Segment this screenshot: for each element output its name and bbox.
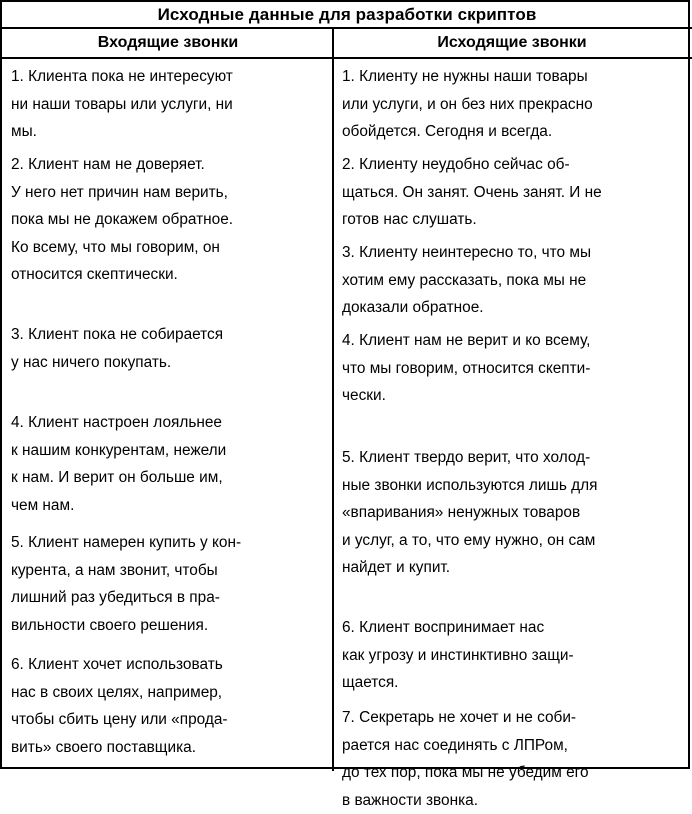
incoming-call-item-line: курента, а нам звонит, чтобы: [4, 557, 332, 585]
incoming-call-item-line: 3. Клиент пока не собирается: [4, 321, 332, 349]
incoming-call-item-line: у нас ничего покупать.: [4, 349, 332, 377]
incoming-call-item-line: чтобы сбить цену или «прода-: [4, 706, 332, 734]
incoming-call-item-line: 6. Клиент хочет использовать: [4, 651, 332, 679]
outgoing-call-item-line: рается нас соединять с ЛПРом,: [334, 732, 690, 760]
outgoing-call-item-line: «впаривания» ненужных товаров: [334, 499, 690, 527]
incoming-call-item-line: вильности своего решения.: [4, 612, 332, 640]
outgoing-call-item-line: ные звонки используются лишь для: [334, 472, 690, 500]
column-header-incoming-label: Входящие звонки: [98, 34, 238, 52]
incoming-call-item: [4, 63, 332, 146]
outgoing-call-item-line: щается.: [334, 669, 690, 697]
incoming-call-item-line: мы.: [4, 118, 332, 146]
outgoing-call-item-line: обойдется. Сегодня и всегда.: [334, 118, 690, 146]
incoming-call-item-line: пока мы не докажем обратное.: [4, 206, 332, 234]
outgoing-call-item: [334, 704, 690, 814]
incoming-call-item: [4, 651, 332, 761]
outgoing-call-item: [334, 614, 690, 697]
incoming-call-item-line: У него нет причин нам верить,: [4, 179, 332, 207]
outgoing-call-item-line: чески.: [334, 382, 690, 410]
incoming-call-item-line: лишний раз убедиться в пра-: [4, 584, 332, 612]
outgoing-call-item-line: доказали обратное.: [334, 294, 690, 322]
incoming-call-item-line: 2. Клиент нам не доверяет.: [4, 151, 332, 179]
outgoing-call-item-line: 6. Клиент воспринимает нас: [334, 614, 690, 642]
outgoing-call-item-line: найдет и купит.: [334, 554, 690, 582]
outgoing-call-item-line: 5. Клиент твердо верит, что холод-: [334, 444, 690, 472]
outgoing-call-item-line: 3. Клиенту неинтересно то, что мы: [334, 239, 690, 267]
outgoing-call-item-line: или услуги, и он без них прекрасно: [334, 91, 690, 119]
incoming-call-item-line: 5. Клиент намерен купить у кон-: [4, 529, 332, 557]
outgoing-call-item-line: 7. Секретарь не хочет и не соби-: [334, 704, 690, 732]
incoming-call-item: [4, 321, 332, 376]
incoming-call-item: [4, 529, 332, 639]
outgoing-call-item-line: готов нас слушать.: [334, 206, 690, 234]
incoming-call-item-line: нас в своих целях, например,: [4, 679, 332, 707]
outgoing-call-item-line: хотим ему рассказать, пока мы не: [334, 267, 690, 295]
column-header-row: [2, 29, 692, 57]
column-header-outgoing-label: Исходящие звонки: [437, 34, 586, 52]
outgoing-call-item-line: как угрозу и инстинктивно защи-: [334, 642, 690, 670]
outgoing-call-item: [334, 327, 690, 410]
column-header-incoming: [4, 29, 332, 57]
incoming-call-item-line: 1. Клиента пока не интересуют: [4, 63, 332, 91]
incoming-call-item-line: чем нам.: [4, 492, 332, 520]
incoming-call-item-line: ни наши товары или услуги, ни: [4, 91, 332, 119]
outgoing-call-item-line: 1. Клиенту не нужны наши товары: [334, 63, 690, 91]
column-header-outgoing: [334, 29, 690, 57]
table-title: Исходные данные для разработки скриптов: [158, 5, 537, 25]
outgoing-call-item: [334, 444, 690, 582]
outgoing-call-item-line: 4. Клиент нам не верит и ко всему,: [334, 327, 690, 355]
incoming-call-item-line: Ко всему, что мы говорим, он: [4, 234, 332, 262]
incoming-call-item-line: к нашим конкурентам, нежели: [4, 437, 332, 465]
outgoing-call-item: [334, 239, 690, 322]
header-separator-rule: [2, 57, 692, 59]
incoming-call-item: [4, 151, 332, 289]
outgoing-call-item: [334, 151, 690, 234]
outgoing-call-item-line: до тех пор, пока мы не убедим его: [334, 759, 690, 787]
incoming-call-item: [4, 409, 332, 519]
outgoing-call-item-line: что мы говорим, относится скепти-: [334, 355, 690, 383]
outgoing-call-item-line: щаться. Он занят. Очень занят. И не: [334, 179, 690, 207]
incoming-call-item-line: вить» своего поставщика.: [4, 734, 332, 762]
incoming-call-item-line: к нам. И верит он больше им,: [4, 464, 332, 492]
incoming-call-item-line: относится скептически.: [4, 261, 332, 289]
table-title-row: [2, 2, 692, 27]
outgoing-call-item-line: в важности звонка.: [334, 787, 690, 814]
outgoing-call-item-line: и услуг, а то, что ему нужно, он сам: [334, 527, 690, 555]
outgoing-call-item-line: 2. Клиенту неудобно сейчас об-: [334, 151, 690, 179]
incoming-call-item-line: 4. Клиент настроен лояльнее: [4, 409, 332, 437]
outgoing-call-item: [334, 63, 690, 146]
